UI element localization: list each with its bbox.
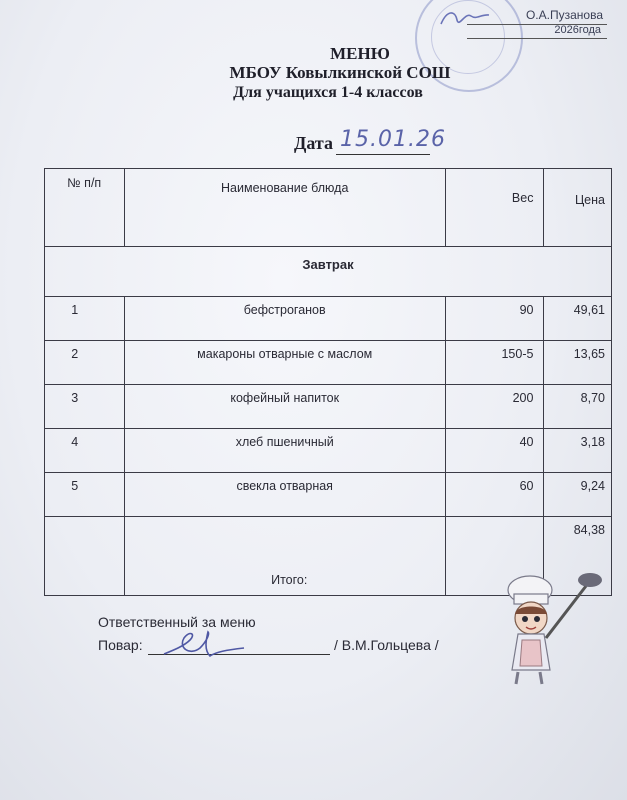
row-dish: макароны отварные с маслом — [124, 341, 445, 385]
row-number: 2 — [45, 341, 125, 385]
section-title: Завтрак — [45, 247, 612, 297]
row-price: 49,61 — [544, 297, 612, 341]
date-underline — [336, 154, 430, 155]
total-empty-cell — [45, 517, 125, 596]
cook-label: Повар: — [98, 637, 143, 653]
row-weight: 200 — [445, 385, 544, 429]
row-number: 4 — [45, 429, 125, 473]
approval-year: 2026года — [554, 24, 601, 36]
date-value: 15.01.26 — [340, 127, 446, 152]
row-dish: кофейный напиток — [124, 385, 445, 429]
row-weight: 60 — [445, 473, 544, 517]
page-title: МЕНЮ — [330, 44, 390, 63]
table-row — [45, 473, 612, 517]
table-header-row — [45, 169, 612, 247]
section-row — [45, 247, 612, 297]
col-header-number: № п/п — [45, 169, 125, 247]
row-dish: свекла отварная — [124, 473, 445, 517]
row-number: 1 — [45, 297, 125, 341]
approval-line-2 — [467, 38, 607, 39]
row-price: 3,18 — [544, 429, 612, 473]
approval-signature — [437, 6, 507, 30]
row-dish: хлеб пшеничный — [124, 429, 445, 473]
table-row — [45, 341, 612, 385]
total-value: 84,38 — [544, 517, 612, 596]
approver-name: О.А.Пузанова — [525, 8, 603, 22]
chef-mascot-icon — [488, 568, 608, 688]
total-label: Итого: — [124, 517, 445, 596]
col-header-dish: Наименование блюда — [124, 169, 445, 247]
audience: Для учащихся 1-4 классов — [233, 84, 423, 101]
col-header-price: Цена — [544, 169, 612, 247]
row-weight: 150-5 — [445, 341, 544, 385]
cook-signature — [160, 626, 250, 662]
row-number: 3 — [45, 385, 125, 429]
responsible-label: Ответственный за меню — [98, 614, 256, 630]
row-dish: бефстроганов — [124, 297, 445, 341]
row-price: 8,70 — [544, 385, 612, 429]
row-number: 5 — [45, 473, 125, 517]
col-header-weight: Вес — [445, 169, 544, 247]
cook-name: / В.М.Гольцева / — [334, 637, 439, 653]
row-price: 9,24 — [544, 473, 612, 517]
table-row — [45, 429, 612, 473]
table-row — [45, 385, 612, 429]
table-row — [45, 297, 612, 341]
date-label: Дата — [294, 133, 333, 153]
row-weight: 40 — [445, 429, 544, 473]
row-weight: 90 — [445, 297, 544, 341]
menu-table — [44, 168, 612, 596]
school-name: МБОУ Ковылкинской СОШ — [229, 63, 451, 82]
row-price: 13,65 — [544, 341, 612, 385]
